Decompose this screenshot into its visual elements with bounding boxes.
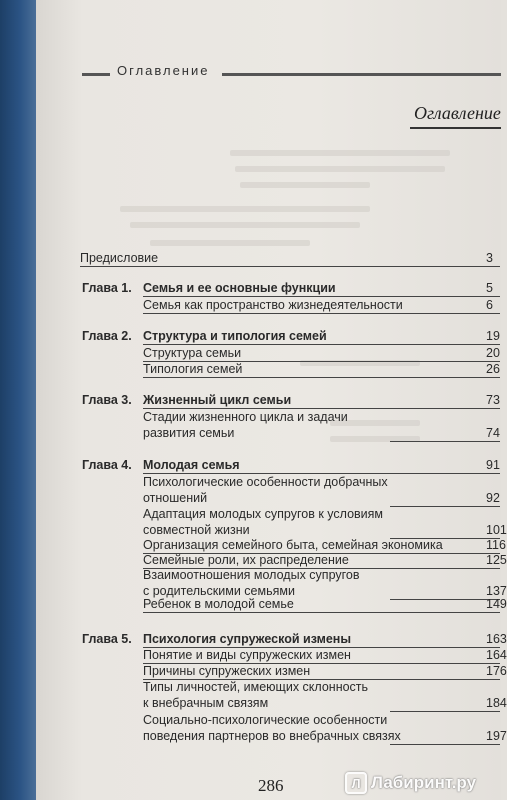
section-title-line: Организация семейного быта, семейная экономика [143,538,443,552]
section-title-line: с родительскими семьями [143,584,295,598]
chapter-title: Молодая семья [143,458,240,472]
toc-page-number: 91 [486,458,500,472]
section-title-line: Ребенок в молодой семье [143,597,294,611]
toc-page-number: 164 [486,648,507,662]
section-title-line: Семейные роли, их распределение [143,553,349,567]
toc-page-number: 184 [486,696,507,710]
section-title-line: Адаптация молодых супругов к условиям [143,507,384,521]
section-title-line: Типология семей [143,362,243,376]
section-title-line: развития семьи [143,426,235,440]
watermark [345,772,476,794]
entry-rule [143,377,500,378]
toc-page-number: 6 [486,298,493,312]
section-title-line: Типы личностей, имеющих склонность [143,680,369,694]
toc-page-number: 101 [486,523,507,537]
section-title-line: Семья как пространство жизнедеятельности [143,298,403,312]
toc-page-number: 5 [486,281,493,295]
chapter-title: Жизненный цикл семьи [143,393,292,407]
chapter-label: Глава 1. [82,281,132,295]
entry-rule [143,296,500,297]
chapter-label: Глава 2. [82,329,132,343]
toc-page-number: 116 [486,538,506,552]
chapter-title: Психология супружеской измены [143,632,352,646]
section-title-line: поведения партнеров во внебрачных связях [143,729,401,743]
entry-rule [143,408,500,409]
toc-page-number: 20 [486,346,500,360]
page-number: 286 [258,776,284,795]
entry-rule [390,506,500,507]
section-title-line: отношений [143,491,208,505]
entry-rule [143,473,500,474]
toc-page-number: 197 [486,729,507,743]
section-title-line: Взаимоотношения молодых супругов [143,568,360,582]
next-page-heading: Оглавление [414,103,501,123]
section-title-line: к внебрачным связям [143,696,269,710]
toc-page-number: 176 [486,664,507,678]
chapter-label: Глава 3. [82,393,132,407]
watermark-text: Лабиринт.ру [371,773,477,792]
toc-page-number: 3 [486,251,493,265]
toc-page-number: 26 [486,362,500,376]
entry-rule [390,441,500,442]
toc-page-number: 163 [486,632,507,646]
labirint-logo-icon: Л [345,772,367,794]
entry-rule [143,313,500,314]
section-title-line: Структура семьи [143,346,242,360]
chapter-title: Семья и ее основные функции [143,281,336,295]
toc-page-number: 73 [486,393,500,407]
toc-entry-title: Предисловие [80,251,159,265]
running-header: Оглавление [117,63,210,78]
entry-rule [143,344,500,345]
toc-page-number: 19 [486,329,500,343]
section-title-line: Причины супружеских измен [143,664,311,678]
entry-rule [390,744,500,745]
entry-rule [390,711,500,712]
chapter-title: Структура и типология семей [143,329,327,343]
toc-page-number: 74 [486,426,500,440]
entry-rule [80,266,500,267]
entry-rule [390,599,500,600]
section-title-line: совместной жизни [143,523,250,537]
section-title-line: Стадии жизненного цикла и задачи [143,410,348,424]
toc-page-number: 137 [486,584,507,598]
chapter-label: Глава 4. [82,458,132,472]
chapter-label: Глава 5. [82,632,132,646]
section-title-line: Социально-психологические особенности [143,713,388,727]
toc-page-number: 125 [486,553,507,567]
toc-page-number: 92 [486,491,500,505]
entry-rule [143,612,500,613]
toc-page-number: 149 [486,597,507,611]
section-title-line: Психологические особенности добрачных [143,475,388,489]
section-title-line: Понятие и виды супружеских измен [143,648,351,662]
